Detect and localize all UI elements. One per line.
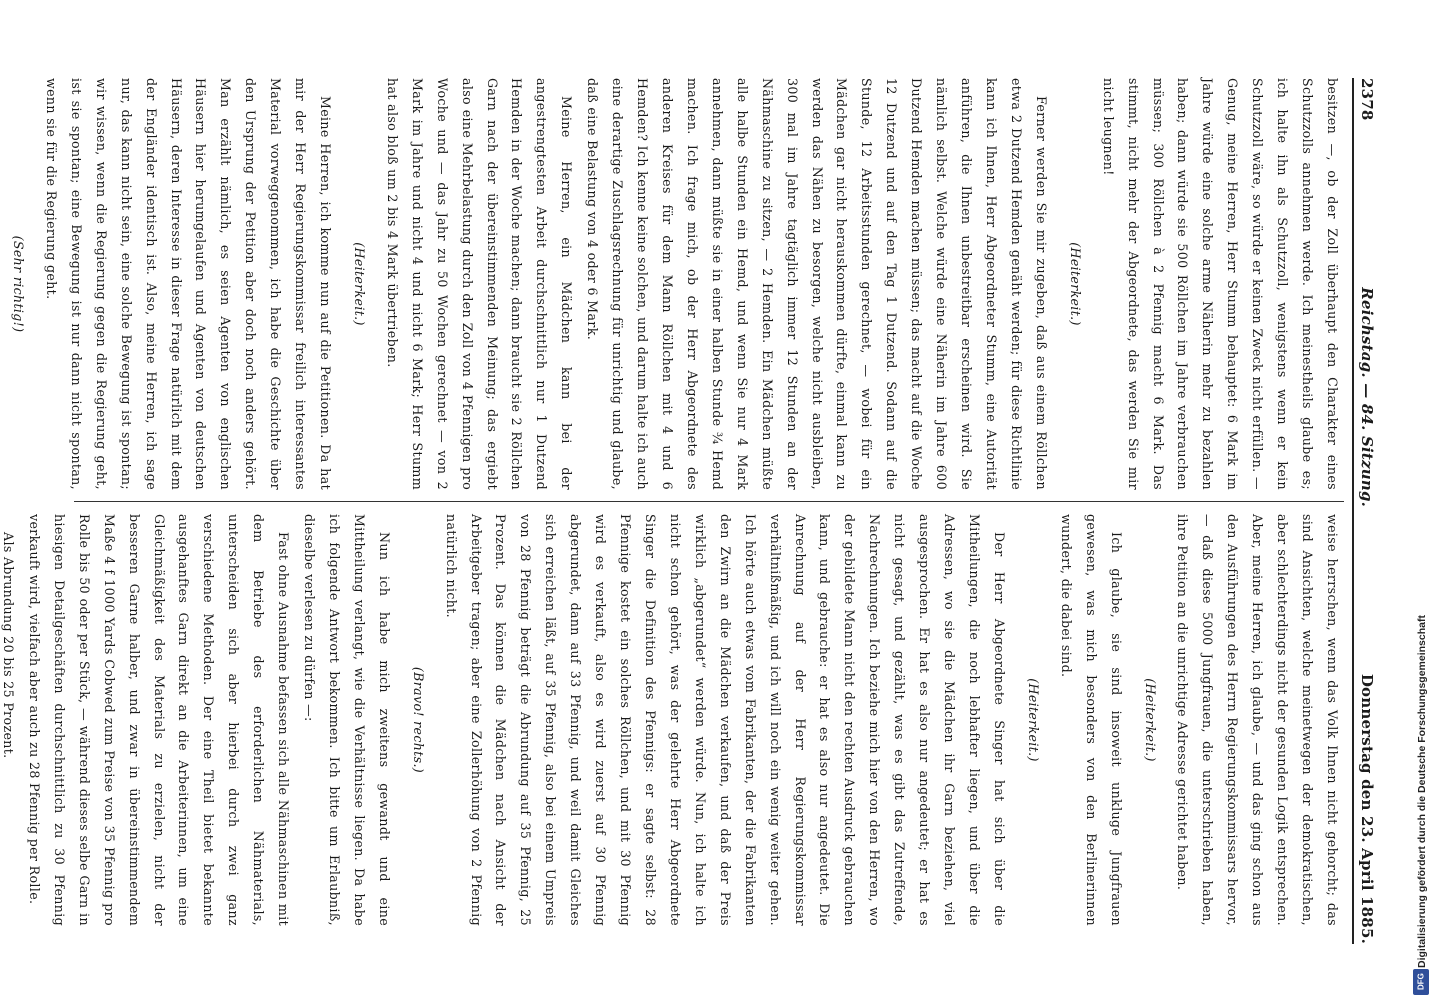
- interjection: (Heiterkeit.): [1025, 678, 1041, 762]
- paragraph: Meine Herren, ein Mädchen kann bei der angestrengtesten Arbeit durchschnittlich nur 1 Dutzend Hemden in der Woche machen; dann braucht sie 2 Röllchen Garn nach der übereinstimmenden Meinung; das ergiebt also eine Mehrbelastung durch den Zoll von 4 Pfennigen pro Woche und — das Jahr zu 50 Wochen gerechnet — von 2 Mark im Jahre und nicht 4 und nicht 6 Mark; Herr Stumm hat also bloß um 2 bis 4 Mark übertrieben.: [384, 78, 575, 490]
- right-column: [0, 514, 1344, 926]
- header-rule: [1352, 78, 1354, 944]
- paragraph: besitzen —, ob der Zoll überhaupt den Charakter eines Schutzzolls annehmen werde. Ich meinestheils glaube es; ich halte ihn als Schutzzoll, wenigstens wenn er kein Schutzzoll wäre, so würde er keinen Zweck nicht erfüllen. — Genug, meine Herren, Herr Stumm behauptet: 6 Mark im Jahre würde eine solche arme Näherin mehr zu bezahlen haben; dann würde sie 500 Röllchen im Jahre verbrauchen müssen; 300 Röllchen à 2 Pfennig macht 6 Mark. Das stimmt, nicht mehr der Abgeordnete, das werden Sie mir nicht leugnen!: [1100, 78, 1340, 490]
- paragraph: Meine Herren, ich komme nun auf die Petitionen. Da hat mir der Herr Regierungskommissar freilich interessantes Material vorweggenommen, ich habe die Geschichte über den Ursprung der Petition aber doch noch anders gehört. Man erzählt nämlich, es seien Agenten von englischen Häusern hier herumgelaufen und Agenten von deutschen Häusern, deren Interesse in dieser Frage natürlich mit dem der Engländer identisch ist. Also, meine Herren, ich sage nur, das kann nicht sein, eine solche Bewegung ist spontan; wir wissen, wenn die Regierung gegen die Regierung geht, ist sie spontan; eine Bewegung ist nur dann nicht spontan, wenn sie für die Regierung geht.: [43, 78, 334, 490]
- header-title: Reichstag. — 84. Sitzung.: [1358, 287, 1376, 508]
- header-date: Donnerstag den 23. April 1885.: [1358, 673, 1376, 944]
- interjection: (Heiterkeit.): [351, 242, 367, 326]
- paragraph: Ferner werden Sie mir zugeben, daß aus einem Röllchen etwa 2 Dutzend Hemden genäht werden; für diese Richtlinie kann ich Ihnen, Herr Abgeordneter Stumm, eine Autorität anführen, die Ihnen unbestreitbar erscheinen wird. Sie nämlich selbst. Welche würde eine Näherin im Jahre 600 Dutzend Hemden machen müssen; das macht auf die Woche 12 Dutzend und auf den Tag 1 Dutzend. Sodann auf die Stunde, 12 Arbeitsstunden gerechnet, — wobei für ein Mädchen gar nicht herauskommen dürfte, einmal kann zu werden das Nähen zu besorgen, welche nicht ausbleiben, 300 mal im Jahre tagtäglich immer 12 Stunden an der Nähmaschine zu sitzen, — 2 Hemden. Ein Mädchen müßte alle halbe Stunden ein Hemd, und wenn Sie nur 4 Mark annehmen, dann müßte sie in einer halben Stunde ¾ Hemd machen. Ich frage mich, ob der Herr Abgeordnete des anderen Kreises für dem Mann Röllchen mit 4 und 6 Hemden? Ich kenne keine solchen, und darum halte ich auch eine derartige Zuschlagsrechnung für unrichtig und glaube, daß eine Belastung von 4 oder 6 Mark.: [585, 78, 1049, 490]
- digitization-credit: Digitalisierung gefördert durch die Deutsche Forschungsgemeinschaft: [1416, 615, 1428, 968]
- left-column: [0, 78, 1344, 490]
- interjection: (Heiterkeit.): [1142, 678, 1158, 762]
- page-header: [1358, 78, 1384, 944]
- paragraph: Ich glaube, sie sind insoweit unkluge Jungfrauen gewesen, was mich besonders von den Berlinerinnen wundert, die dabei sind.: [1058, 514, 1124, 926]
- dfg-logo-icon: DFG: [1413, 969, 1429, 995]
- interjection: (Bravo! rechts.): [410, 666, 426, 774]
- interjection: (Heiterkeit.): [1067, 242, 1083, 326]
- digitization-footer: [1412, 0, 1432, 1000]
- page-number: 2378: [1358, 78, 1376, 121]
- interjection: (Sehr richtig!): [10, 235, 26, 333]
- paragraph: Als Abrundung 20 bis 25 Prozent.: [0, 532, 16, 759]
- paragraph: Der Herr Abgeordnete Singer hat sich über die Mitheilungen, die noch lebhafter liegen, und über die Adressen, wo sie die Mädchen ihr Garn beziehen, viel ausgesprochen. Er hat es also nur angedeutet; er hat es nicht gesagt, und gezählt, was es gibt das Zutreffende, Nachrechnungen. Ich beziehe mich hier von den Herren, wo der gebildete Mann nicht den rechten Ausdruck gebrauchen kann, und gebrauche: er hat es also nur angedeutet. Die Anrechnung auf der Herr Regierungskommissar verhältnißmäßig, und ich will noch ein wenig weiter gehen. Ich hörte auch etwas vom Fabrikanten, der die Fabrikanten den Zwirn an die Mädchen verkaufen, und daß der Preis wirklich „abgerundet“ werden würde. Nun, ich halte ich nicht schon gehört, was der gelehrte Herr Abgeordnete Singer die Definition des Pfennigs: er sagte selbst: 28 Pfennige kostet ein solches Röllchen, und mit 30 Pfennig wird es verkauft, also es wird zuerst auf 30 Pfennig abgerundet, dann auf 33 Pfennig, und weil damit Gleiches sich erreichen läßt, auf 35 Pfennig, also bei einem Umpreis von 28 Pfennig beträgt die Abrundung auf 35 Pfennig, 25 Prozent. Das können die Mädchen nach Ansicht der Arbeitgeber tragen; aber eine Zollerhöhung von 2 Pfennig natürlich nicht.: [443, 514, 1007, 926]
- quotation: Fast ohne Ausnahme befassen sich alle Nähmaschinen mit dem Betriebe des erforderlichen Nähmaterials, unterscheiden sich aber hierbei durch zwei ganz verschiedene Methoden. Der eine Theil bietet bekannte ausgehanftes Garn direkt an die Arbeiterinnen, um eine Gleichmäßigkeit des Materials zu erzielen, nicht der besseren Garne halber, und zwar in übereinstimmendem Maße 4 f 1000 Yards Cobwed zum Preise von 35 Pfennig pro Rolle bis 50 oder per Stück, — während dieses selbe Garn in hiesigen Detailgeschäften durchschnittlich zu 30 Pfennig verkauft wird, vielfach aber auch zu 28 Pfennig per Rolle.: [26, 514, 292, 926]
- paragraph: Nun ich habe mich zweitens gewandt und eine Mittheilung verlangt, wie die Verhältnisse liegen. Da habe ich folgende Antwort bekommen. Ich bitte um Erlaubniß, dieselbe verlesen zu dürfen —:: [302, 514, 392, 926]
- paragraph: weise herrschen, wenn das Volk Ihnen nicht gehorcht; das sind Ansichten, welche meinetwegen der demokratischen, aber schlechterdings nicht der gesunden Logik entsprechen. Aber, meine Herren, ich glaube, — und das ging schon aus den Ausführungen des Herrn Regierungskommissars hervor, — daß diese 5000 Jungfrauen, die unterschrieben haben, ihre Petition an die unrichtige Adresse gerichtet haben.: [1175, 514, 1340, 926]
- column-divider: [74, 501, 1344, 502]
